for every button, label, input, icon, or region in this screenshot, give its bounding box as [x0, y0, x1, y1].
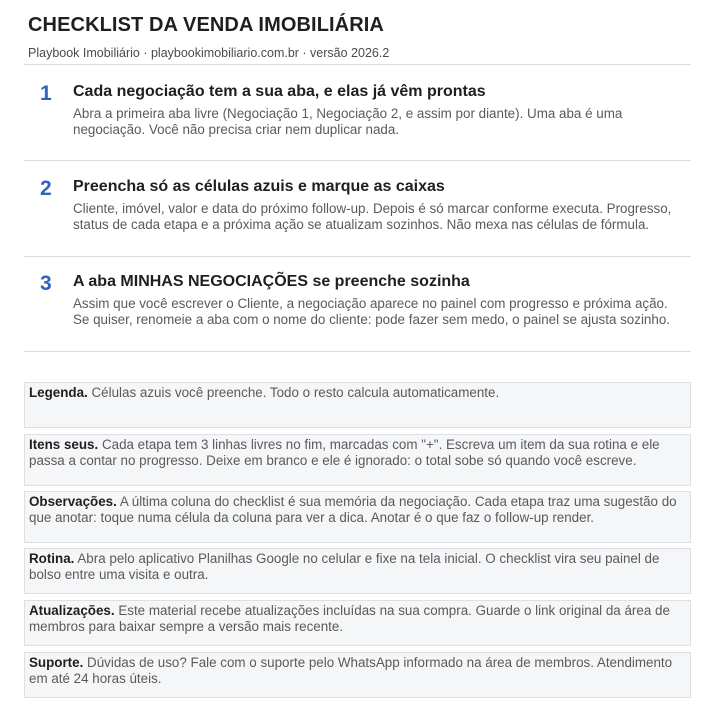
step-1 [24, 82, 691, 152]
step-body: Assim que você escrever o Cliente, a negociação aparece no painel com progresso e próxima ação. Se quiser, renomeie a aba com o nome do cliente: pode fazer sem medo, o painel se ajusta sozinho. [73, 296, 670, 327]
note-label: Itens seus. [29, 437, 99, 452]
step-divider [24, 351, 691, 352]
note-label: Legenda. [29, 385, 88, 400]
note-label: Rotina. [29, 551, 75, 566]
note-rotina [24, 548, 691, 594]
step-title: Preencha só as células azuis e marque as caixas [73, 178, 445, 195]
note-text: Abra pelo aplicativo Planilhas Google no celular e fixe na tela inicial. O checklist vira seu painel de bolso entre uma visita e outra. [29, 551, 660, 582]
step-2 [24, 177, 691, 252]
note-text: Células azuis você preenche. Todo o resto calcula automaticamente. [91, 385, 500, 400]
step-number: 3 [40, 272, 52, 295]
step-number: 1 [40, 82, 52, 105]
step-number: 2 [40, 177, 52, 200]
step-divider [24, 256, 691, 257]
page-title: CHECKLIST DA VENDA IMOBILIÁRIA [28, 14, 384, 36]
note-text: Cada etapa tem 3 linhas livres no fim, marcadas com "+". Escreva um item da sua rotina e ele passa a contar no progresso. Deixe em branco e ele é ignorado: o total sobe só quando você escreve. [29, 437, 660, 468]
note-label: Observações. [29, 494, 117, 509]
note-itens-seus [24, 434, 691, 486]
note-text: Este material recebe atualizações incluídas na sua compra. Guarde o link original da área de membros para baixar sempre a versão mais recente. [29, 603, 670, 634]
note-text: A última coluna do checklist é sua memória da negociação. Cada etapa traz uma sugestão do que anotar: toque numa célula da coluna para ver a dica. Anotar é o que faz o follow-up render. [29, 494, 677, 525]
step-3 [24, 272, 691, 348]
note-atualizacoes [24, 600, 691, 646]
step-body: Cliente, imóvel, valor e data do próximo follow-up. Depois é só marcar conforme executa. Progresso, status de cada etapa e a próxima ação se atualizam sozinhos. Não mexa nas células de fórmula. [73, 201, 672, 232]
header-divider [24, 64, 691, 65]
step-divider [24, 160, 691, 161]
note-observacoes [24, 491, 691, 543]
note-label: Suporte. [29, 655, 84, 670]
note-legenda [24, 382, 691, 428]
step-title: Cada negociação tem a sua aba, e elas já vêm prontas [73, 83, 486, 100]
page-subtitle: Playbook Imobiliário · playbookimobiliario.com.br · versão 2026.2 [28, 46, 390, 60]
step-body: Abra a primeira aba livre (Negociação 1, Negociação 2, e assim por diante). Uma aba é uma negociação. Você não precisa criar nem duplicar nada. [73, 106, 623, 137]
note-suporte [24, 652, 691, 698]
step-title: A aba MINHAS NEGOCIAÇÕES se preenche sozinha [73, 273, 470, 290]
note-text: Dúvidas de uso? Fale com o suporte pelo WhatsApp informado na área de membros. Atendimento em até 24 horas úteis. [29, 655, 673, 686]
note-label: Atualizações. [29, 603, 115, 618]
